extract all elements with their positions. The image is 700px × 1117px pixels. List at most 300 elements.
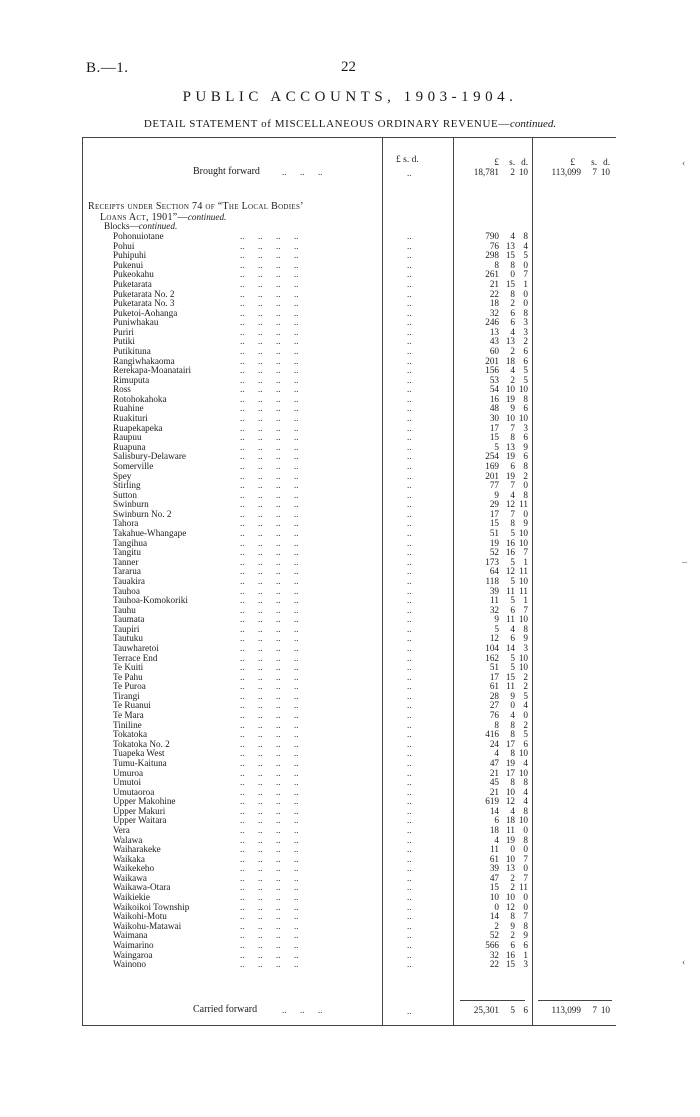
carried-forward-dots: .. .. .. bbox=[282, 1005, 323, 1015]
amount-shillings: 8 bbox=[510, 911, 515, 922]
amount-pence: 6 bbox=[523, 346, 528, 356]
leader-dots: .. .. .. .. bbox=[240, 786, 299, 797]
block-name: Tuapeka West bbox=[113, 748, 165, 759]
leader-dots: .. .. .. .. bbox=[240, 767, 299, 778]
block-name: Puketoi-Aohanga bbox=[113, 307, 178, 318]
block-name: Taumata bbox=[113, 614, 145, 625]
amount-pounds: 32 bbox=[489, 604, 499, 615]
col1-leader-dots: .. bbox=[407, 939, 412, 950]
amount-shillings: 12 bbox=[505, 796, 515, 807]
leader-dots: .. .. .. .. bbox=[240, 748, 299, 759]
amount-pounds: 566 bbox=[485, 939, 499, 950]
header-pence: d. bbox=[603, 157, 610, 167]
row-amount bbox=[453, 700, 532, 710]
row-amount bbox=[453, 317, 532, 327]
section-heading: Receipts under Section 74 of “The Local Bodies’ bbox=[88, 201, 304, 212]
amount-pence: 0 bbox=[523, 508, 528, 519]
block-name: Umutoi bbox=[113, 777, 142, 788]
leader-dots: .. .. .. .. bbox=[240, 556, 299, 567]
block-name: Umutaoroa bbox=[113, 786, 155, 797]
amount-pounds: 17 bbox=[489, 422, 499, 433]
col1-leader-dots: .. bbox=[407, 259, 412, 270]
row-amount bbox=[453, 959, 532, 969]
col1-leader-dots: .. bbox=[407, 604, 412, 615]
col1-leader-dots: .. bbox=[407, 499, 412, 510]
row-amount bbox=[453, 518, 532, 528]
amount-shillings: 14 bbox=[505, 642, 515, 653]
leader-dots: .. .. .. .. bbox=[240, 326, 299, 337]
col1-leader-dots: .. bbox=[407, 326, 412, 337]
amount-pence: 10 bbox=[518, 528, 528, 538]
block-name: Te Mara bbox=[113, 710, 144, 720]
amount-pence: 1 bbox=[523, 949, 528, 960]
amount-pence: 10 bbox=[518, 662, 528, 673]
row-amount bbox=[453, 490, 532, 500]
col1-leader-dots: .. bbox=[407, 786, 412, 797]
block-name: Rotohokahoka bbox=[113, 393, 167, 404]
amount-pounds: 261 bbox=[485, 269, 499, 280]
block-name: Waikekeho bbox=[113, 863, 155, 874]
amount-pounds: 169 bbox=[485, 460, 499, 471]
amount-pounds: 9 bbox=[494, 614, 499, 625]
block-name: Takahue-Whangape bbox=[113, 528, 187, 538]
row-amount bbox=[453, 384, 532, 394]
row-amount bbox=[453, 681, 532, 691]
amount-pounds: 19 bbox=[489, 537, 499, 548]
leader-dots: .. .. .. .. bbox=[240, 346, 299, 356]
amount-shillings: 2 bbox=[510, 167, 515, 177]
amount-pence: 3 bbox=[523, 317, 528, 328]
amount-pence: 9 bbox=[523, 930, 528, 941]
block-name: Umuroa bbox=[113, 767, 144, 778]
col1-leader-dots: .. bbox=[407, 240, 412, 251]
section-heading-continued: continued. bbox=[187, 212, 227, 222]
col1-leader-dots: .. bbox=[407, 278, 412, 289]
amount-shillings: 8 bbox=[510, 432, 515, 443]
leader-dots: .. .. .. .. bbox=[240, 882, 299, 893]
row-amount bbox=[453, 729, 532, 739]
amount-shillings: 6 bbox=[510, 939, 515, 950]
section-subheading bbox=[104, 221, 177, 231]
total-rule-col2 bbox=[460, 1000, 525, 1001]
block-name: Wainono bbox=[113, 959, 146, 970]
row-amount bbox=[453, 863, 532, 873]
amount-pounds: 11 bbox=[490, 595, 499, 605]
amount-pounds: 5 bbox=[494, 623, 499, 634]
amount-shillings: 9 bbox=[510, 920, 515, 931]
col1-leader-dots: .. bbox=[407, 652, 412, 663]
col1-leader-dots: .. bbox=[407, 480, 412, 491]
amount-pence: 0 bbox=[523, 288, 528, 299]
amount-shillings: 10 bbox=[505, 786, 515, 797]
col1-leader-dots: .. bbox=[407, 288, 412, 299]
amount-pence: 10 bbox=[518, 167, 528, 177]
col1-leader-dots: .. bbox=[407, 710, 412, 720]
col1-leader-dots: .. bbox=[407, 595, 412, 605]
block-name: Puhipuhi bbox=[113, 250, 147, 261]
leader-dots: .. .. .. .. bbox=[240, 815, 299, 826]
amount-pence: 11 bbox=[519, 566, 528, 577]
col1-leader-dots: .. bbox=[407, 566, 412, 577]
amount-pounds: 13 bbox=[489, 326, 499, 337]
row-amount bbox=[453, 892, 532, 902]
amount-shillings: 5 bbox=[510, 556, 515, 567]
row-amount bbox=[453, 365, 532, 375]
col1-leader-dots: .. bbox=[407, 470, 412, 481]
amount-shillings: 5 bbox=[510, 662, 515, 673]
leader-dots: .. .. .. .. bbox=[240, 930, 299, 941]
amount-pounds: 29 bbox=[489, 499, 499, 510]
amount-pence: 10 bbox=[518, 748, 528, 759]
block-name: Waimana bbox=[113, 930, 148, 941]
leader-dots: .. .. .. .. bbox=[240, 834, 299, 845]
col1-leader-dots: .. bbox=[407, 930, 412, 941]
amount-shillings: 7 bbox=[592, 1005, 597, 1015]
leader-dots: .. .. .. .. bbox=[240, 231, 299, 241]
amount-pounds: 17 bbox=[489, 671, 499, 682]
amount-pounds: 12 bbox=[489, 633, 499, 644]
amount-pounds: 52 bbox=[489, 930, 499, 941]
row-amount bbox=[453, 911, 532, 921]
leader-dots: .. .. .. .. bbox=[240, 298, 299, 309]
row-amount bbox=[453, 375, 532, 385]
amount-pounds: 10 bbox=[489, 892, 499, 902]
amount-pence: 2 bbox=[523, 671, 528, 682]
row-amount bbox=[453, 787, 532, 797]
amount-shillings: 7 bbox=[510, 508, 515, 519]
carried-forward-col3 bbox=[532, 1005, 614, 1015]
amount-pence: 6 bbox=[523, 738, 528, 749]
amount-pounds: 201 bbox=[485, 355, 499, 366]
amount-shillings: 2 bbox=[510, 298, 515, 309]
amount-shillings: 10 bbox=[505, 413, 515, 423]
amount-pence: 8 bbox=[523, 460, 528, 471]
amount-pence: 3 bbox=[523, 642, 528, 653]
amount-pence: 2 bbox=[523, 336, 528, 347]
amount-shillings: 4 bbox=[510, 623, 515, 634]
column-header-2 bbox=[453, 157, 532, 167]
carried-forward-col2 bbox=[453, 1005, 532, 1015]
margin-mark: ‹ bbox=[682, 957, 686, 968]
amount-shillings: 11 bbox=[506, 681, 515, 692]
amount-shillings: 10 bbox=[505, 384, 515, 395]
leader-dots: .. .. .. .. bbox=[240, 949, 299, 960]
brought-forward-col1-dots: .. bbox=[407, 168, 412, 178]
amount-shillings: 8 bbox=[510, 518, 515, 529]
row-amount bbox=[453, 643, 532, 653]
leader-dots: .. .. .. .. bbox=[240, 537, 299, 548]
leader-dots: .. .. .. .. bbox=[240, 633, 299, 644]
header-pounds: £ bbox=[494, 157, 499, 167]
block-name: Tautuku bbox=[113, 633, 143, 644]
row-amount bbox=[453, 873, 532, 883]
block-name: Upper Waitara bbox=[113, 815, 167, 826]
col1-leader-dots: .. bbox=[407, 738, 412, 749]
amount-pounds: 5 bbox=[494, 441, 499, 452]
margin-mark: ‹ bbox=[682, 158, 686, 169]
block-name: Waikaka bbox=[113, 853, 145, 864]
col1-leader-dots: .. bbox=[407, 547, 412, 558]
row-amount bbox=[453, 241, 532, 251]
block-name: Tauakira bbox=[113, 575, 146, 586]
row-amount bbox=[453, 403, 532, 413]
amount-pounds: 173 bbox=[485, 556, 499, 567]
row-amount bbox=[453, 566, 532, 576]
col1-leader-dots: .. bbox=[407, 700, 412, 711]
amount-pounds: 790 bbox=[485, 231, 499, 241]
amount-shillings: 19 bbox=[505, 451, 515, 462]
block-name: Tumu-Kaituna bbox=[113, 757, 167, 768]
block-name: Tangitu bbox=[113, 547, 141, 558]
amount-shillings: 6 bbox=[510, 633, 515, 644]
block-name: Upper Makohine bbox=[113, 796, 176, 807]
block-name: Puketarata No. 2 bbox=[113, 288, 175, 299]
amount-pounds: 30 bbox=[489, 413, 499, 423]
page-reference: B.—1. bbox=[86, 60, 129, 76]
amount-shillings: 18 bbox=[505, 355, 515, 366]
row-amount bbox=[453, 528, 532, 538]
amount-pounds: 15 bbox=[489, 432, 499, 443]
block-name: Tanner bbox=[113, 556, 139, 567]
leader-dots: .. .. .. .. bbox=[240, 269, 299, 280]
col1-leader-dots: .. bbox=[407, 307, 412, 318]
row-amount bbox=[453, 327, 532, 337]
leader-dots: .. .. .. .. bbox=[240, 441, 299, 452]
row-amount bbox=[453, 432, 532, 442]
row-amount bbox=[453, 346, 532, 356]
amount-pence: 10 bbox=[518, 652, 528, 663]
leader-dots: .. .. .. .. bbox=[240, 240, 299, 251]
amount-shillings: 17 bbox=[505, 767, 515, 778]
amount-shillings: 15 bbox=[505, 671, 515, 682]
row-amount bbox=[453, 547, 532, 557]
row-amount bbox=[453, 509, 532, 519]
block-name: Terrace End bbox=[113, 652, 158, 663]
col1-leader-dots: .. bbox=[407, 920, 412, 931]
amount-pounds: 162 bbox=[485, 652, 499, 663]
leader-dots: .. .. .. .. bbox=[240, 489, 299, 500]
amount-pence: 5 bbox=[523, 250, 528, 261]
header-shillings: s. bbox=[509, 157, 515, 167]
row-amount bbox=[453, 835, 532, 845]
amount-pence: 10 bbox=[518, 537, 528, 548]
col1-leader-dots: .. bbox=[407, 892, 412, 902]
amount-pounds: 16 bbox=[489, 393, 499, 404]
block-name: Waikoikoi Township bbox=[113, 901, 190, 912]
col1-leader-dots: .. bbox=[407, 796, 412, 807]
amount-pounds: 18 bbox=[489, 298, 499, 309]
row-amount bbox=[453, 308, 532, 318]
amount-pence: 7 bbox=[523, 872, 528, 883]
amount-shillings: 19 bbox=[505, 757, 515, 768]
block-name: Pukenui bbox=[113, 259, 144, 270]
leader-dots: .. .. .. .. bbox=[240, 911, 299, 922]
amount-shillings: 15 bbox=[505, 278, 515, 289]
amount-pounds: 39 bbox=[489, 863, 499, 874]
leader-dots: .. .. .. .. bbox=[240, 796, 299, 807]
col1-leader-dots: .. bbox=[407, 432, 412, 443]
leader-dots: .. .. .. .. bbox=[240, 355, 299, 366]
block-name: Puketarata No. 3 bbox=[113, 298, 175, 309]
amount-shillings: 19 bbox=[505, 470, 515, 481]
row-amount bbox=[453, 930, 532, 940]
amount-pounds: 76 bbox=[489, 240, 499, 251]
subheading-blocks: Blocks— bbox=[104, 221, 139, 231]
block-name: Salisbury-Delaware bbox=[113, 451, 186, 462]
row-amount bbox=[453, 269, 532, 279]
amount-shillings: 5 bbox=[510, 595, 515, 605]
amount-pounds: 51 bbox=[489, 528, 499, 538]
amount-pounds: 156 bbox=[485, 365, 499, 376]
total-rule-col3 bbox=[538, 1000, 612, 1001]
block-name: Waikawa bbox=[113, 872, 147, 883]
amount-shillings: 2 bbox=[510, 346, 515, 356]
amount-pounds: 22 bbox=[489, 959, 499, 970]
brought-forward-label: Brought forward bbox=[193, 166, 260, 177]
col1-leader-dots: .. bbox=[407, 374, 412, 385]
leader-dots: .. .. .. .. bbox=[240, 250, 299, 261]
col1-leader-dots: .. bbox=[407, 269, 412, 280]
block-name: Tauhu bbox=[113, 604, 136, 615]
amount-pounds: 14 bbox=[489, 805, 499, 816]
col1-leader-dots: .. bbox=[407, 508, 412, 519]
amount-pence: 5 bbox=[523, 729, 528, 740]
row-amount bbox=[453, 653, 532, 663]
amount-pence: 6 bbox=[523, 432, 528, 443]
amount-pounds: 64 bbox=[489, 566, 499, 577]
amount-pounds: 43 bbox=[489, 336, 499, 347]
amount-shillings: 2 bbox=[510, 882, 515, 893]
col1-leader-dots: .. bbox=[407, 585, 412, 596]
amount-pence: 10 bbox=[518, 815, 528, 826]
brought-forward-col3 bbox=[532, 167, 614, 177]
amount-shillings: 15 bbox=[505, 959, 515, 970]
block-name: Te Kuiti bbox=[113, 662, 144, 673]
block-name: Te Puroa bbox=[113, 681, 146, 692]
amount-pence: 3 bbox=[523, 959, 528, 970]
leader-dots: .. .. .. .. bbox=[240, 805, 299, 816]
col1-leader-dots: .. bbox=[407, 757, 412, 768]
subtitle-continued: continued. bbox=[509, 118, 557, 130]
col1-leader-dots: .. bbox=[407, 690, 412, 701]
row-amount bbox=[453, 250, 532, 260]
leader-dots: .. .. .. .. bbox=[240, 642, 299, 653]
amount-shillings: 0 bbox=[510, 700, 515, 711]
col1-leader-dots: .. bbox=[407, 489, 412, 500]
row-amount bbox=[453, 595, 532, 605]
block-name: Waingaroa bbox=[113, 949, 153, 960]
amount-shillings: 0 bbox=[510, 844, 515, 855]
amount-pounds: 51 bbox=[489, 662, 499, 673]
amount-pounds: 254 bbox=[485, 451, 499, 462]
leader-dots: .. .. .. .. bbox=[240, 460, 299, 471]
block-name: Te Ruanui bbox=[113, 700, 151, 711]
col1-leader-dots: .. bbox=[407, 250, 412, 261]
amount-shillings: 6 bbox=[510, 460, 515, 471]
col1-leader-dots: .. bbox=[407, 863, 412, 874]
row-amount bbox=[453, 662, 532, 672]
leader-dots: .. .. .. .. bbox=[240, 480, 299, 491]
amount-pence: 8 bbox=[523, 489, 528, 500]
amount-shillings: 4 bbox=[510, 710, 515, 720]
table-left-rule bbox=[82, 137, 83, 1025]
amount-pence: 10 bbox=[518, 614, 528, 625]
col1-leader-dots: .. bbox=[407, 777, 412, 788]
col1-leader-dots: .. bbox=[407, 441, 412, 452]
block-name: Waiharakeke bbox=[113, 844, 161, 855]
row-amount bbox=[453, 768, 532, 778]
block-name: Taupiri bbox=[113, 623, 140, 634]
column-header-1: £ s. d. bbox=[396, 155, 419, 165]
row-amount bbox=[453, 461, 532, 471]
amount-shillings: 12 bbox=[505, 901, 515, 912]
amount-shillings: 11 bbox=[506, 825, 515, 835]
header-pence: d. bbox=[521, 157, 528, 167]
amount-pence: 5 bbox=[523, 365, 528, 376]
amount-shillings: 19 bbox=[505, 834, 515, 845]
amount-shillings: 0 bbox=[510, 269, 515, 280]
amount-shillings: 8 bbox=[510, 259, 515, 270]
row-amount bbox=[453, 844, 532, 854]
col1-leader-dots: .. bbox=[407, 748, 412, 759]
leader-dots: .. .. .. .. bbox=[240, 278, 299, 289]
amount-pence: 5 bbox=[523, 690, 528, 701]
col1-leader-dots: .. bbox=[407, 872, 412, 883]
leader-dots: .. .. .. .. bbox=[240, 508, 299, 519]
amount-shillings: 5 bbox=[510, 1005, 515, 1015]
row-amount bbox=[453, 940, 532, 950]
amount-pence: 8 bbox=[523, 307, 528, 318]
col1-leader-dots: .. bbox=[407, 231, 412, 241]
amount-pence: 0 bbox=[523, 710, 528, 720]
amount-pounds: 619 bbox=[485, 796, 499, 807]
leader-dots: .. .. .. .. bbox=[240, 547, 299, 558]
carried-forward-label: Carried forward bbox=[193, 1004, 258, 1015]
leader-dots: .. .. .. .. bbox=[240, 652, 299, 663]
amount-shillings: 8 bbox=[510, 288, 515, 299]
col1-leader-dots: .. bbox=[407, 614, 412, 625]
amount-pounds: 21 bbox=[489, 786, 499, 797]
block-name: Waikohi-Motu bbox=[113, 911, 167, 922]
row-amount bbox=[453, 298, 532, 308]
amount-pence: 9 bbox=[523, 441, 528, 452]
col1-leader-dots: .. bbox=[407, 853, 412, 864]
row-amount bbox=[453, 614, 532, 624]
row-amount bbox=[453, 882, 532, 892]
amount-shillings: 8 bbox=[510, 729, 515, 740]
leader-dots: .. .. .. .. bbox=[240, 604, 299, 615]
amount-shillings: 13 bbox=[505, 336, 515, 347]
amount-pounds: 15 bbox=[489, 518, 499, 529]
amount-shillings: 16 bbox=[505, 537, 515, 548]
amount-pounds: 14 bbox=[489, 911, 499, 922]
col1-leader-dots: .. bbox=[407, 365, 412, 376]
col1-leader-dots: .. bbox=[407, 355, 412, 366]
amount-pounds: 32 bbox=[489, 949, 499, 960]
amount-pounds: 246 bbox=[485, 317, 499, 328]
leader-dots: .. .. .. .. bbox=[240, 518, 299, 529]
amount-pence: 3 bbox=[523, 422, 528, 433]
col1-leader-dots: .. bbox=[407, 393, 412, 404]
col1-leader-dots: .. bbox=[407, 729, 412, 740]
amount-pounds: 21 bbox=[489, 278, 499, 289]
leader-dots: .. .. .. .. bbox=[240, 432, 299, 443]
amount-shillings: 17 bbox=[505, 738, 515, 749]
leader-dots: .. .. .. .. bbox=[240, 317, 299, 328]
col1-leader-dots: .. bbox=[407, 575, 412, 586]
amount-pence: 11 bbox=[519, 585, 528, 596]
leader-dots: .. .. .. .. bbox=[240, 939, 299, 950]
